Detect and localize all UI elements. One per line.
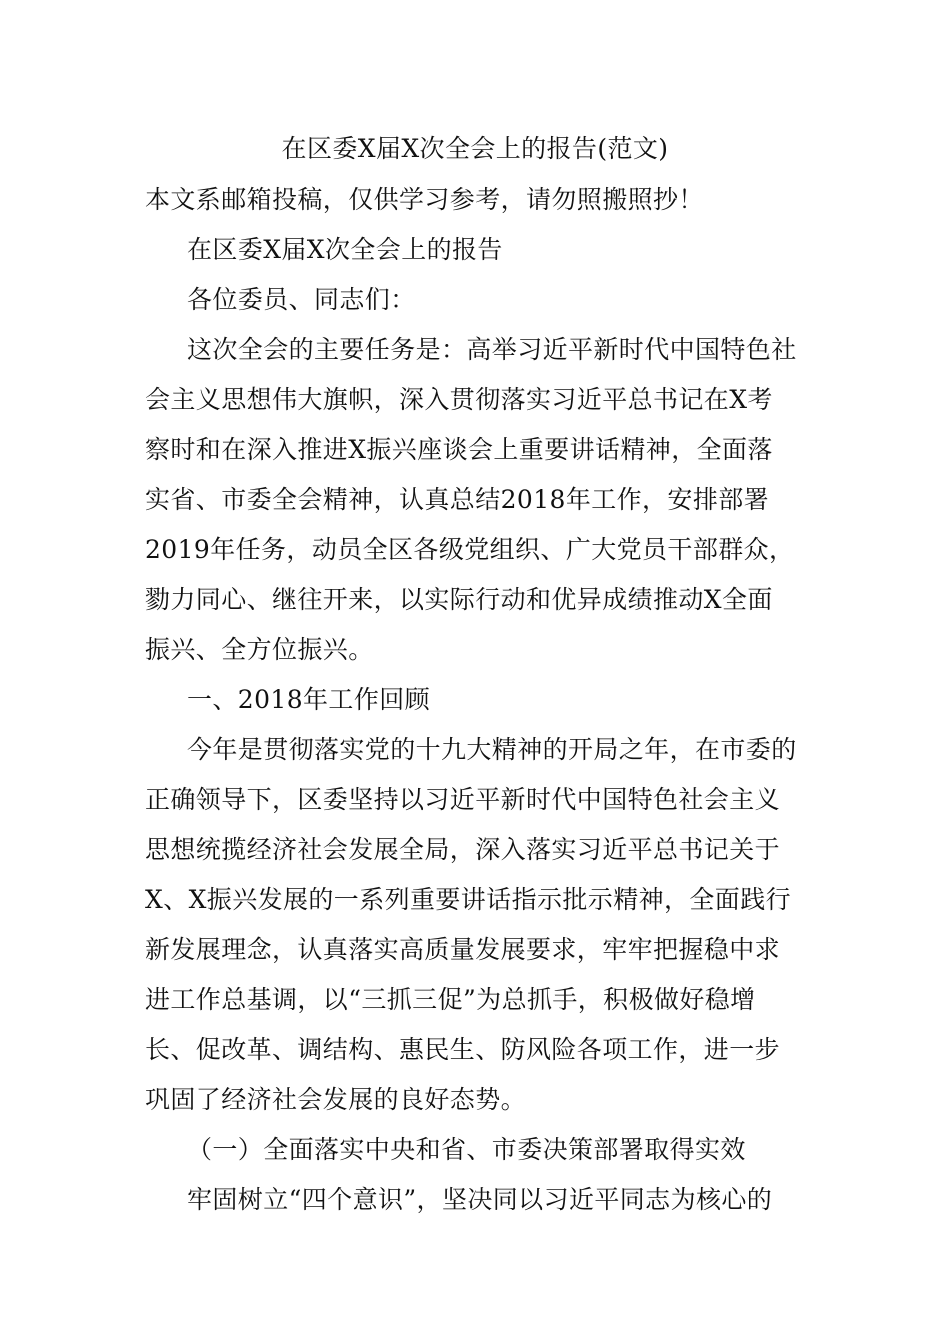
paragraph-line: 2019年任务，动员全区各级党组织、广大党员干部群众， (145, 535, 795, 564)
salutation: 各位委员、同志们： (187, 285, 416, 314)
paragraph-line: 察时和在深入推进X振兴座谈会上重要讲话精神，全面落 (145, 435, 773, 464)
paragraph-line: 巩固了经济社会发展的良好态势。 (145, 1085, 527, 1114)
paragraph-line: 新发展理念，认真落实高质量发展要求，牢牢把握稳中求 (145, 935, 781, 964)
section-heading: 一、2018年工作回顾 (187, 685, 431, 714)
subsection-heading: （一）全面落实中央和省、市委决策部署取得实效 (187, 1135, 746, 1164)
paragraph-line: 实省、市委全会精神，认真总结2018年工作，安排部署 (145, 485, 770, 514)
disclaimer-text: 本文系邮箱投稿，仅供学习参考，请勿照搬照抄！ (145, 185, 704, 214)
paragraph-line: 正确领导下，区委坚持以习近平新时代中国特色社会主义 (145, 785, 781, 814)
document-title: 在区委X届X次全会上的报告(范文) (281, 134, 669, 163)
paragraph-line: 振兴、全方位振兴。 (145, 635, 374, 664)
paragraph-line: X、X振兴发展的一系列重要讲话指示批示精神，全面践行 (145, 885, 791, 914)
paragraph-line: 思想统揽经济社会发展全局，深入落实习近平总书记关于 (145, 835, 781, 864)
report-subtitle: 在区委X届X次全会上的报告 (187, 235, 503, 264)
paragraph-line: 今年是贯彻落实党的十九大精神的开局之年，在市委的 (187, 735, 797, 764)
paragraph-line: 会主义思想伟大旗帜，深入贯彻落实习近平总书记在X考 (145, 385, 773, 414)
paragraph-line: 进工作总基调，以“三抓三促”为总抓手，积极做好稳增 (145, 985, 756, 1014)
paragraph-line: 这次全会的主要任务是：高举习近平新时代中国特色社 (187, 335, 797, 364)
paragraph-line: 勠力同心、继往开来，以实际行动和优异成绩推动X全面 (145, 585, 773, 614)
paragraph-line: 牢固树立“四个意识”，坚决同以习近平同志为核心的 (187, 1185, 773, 1214)
paragraph-line: 长、促改革、调结构、惠民生、防风险各项工作，进一步 (145, 1035, 781, 1064)
